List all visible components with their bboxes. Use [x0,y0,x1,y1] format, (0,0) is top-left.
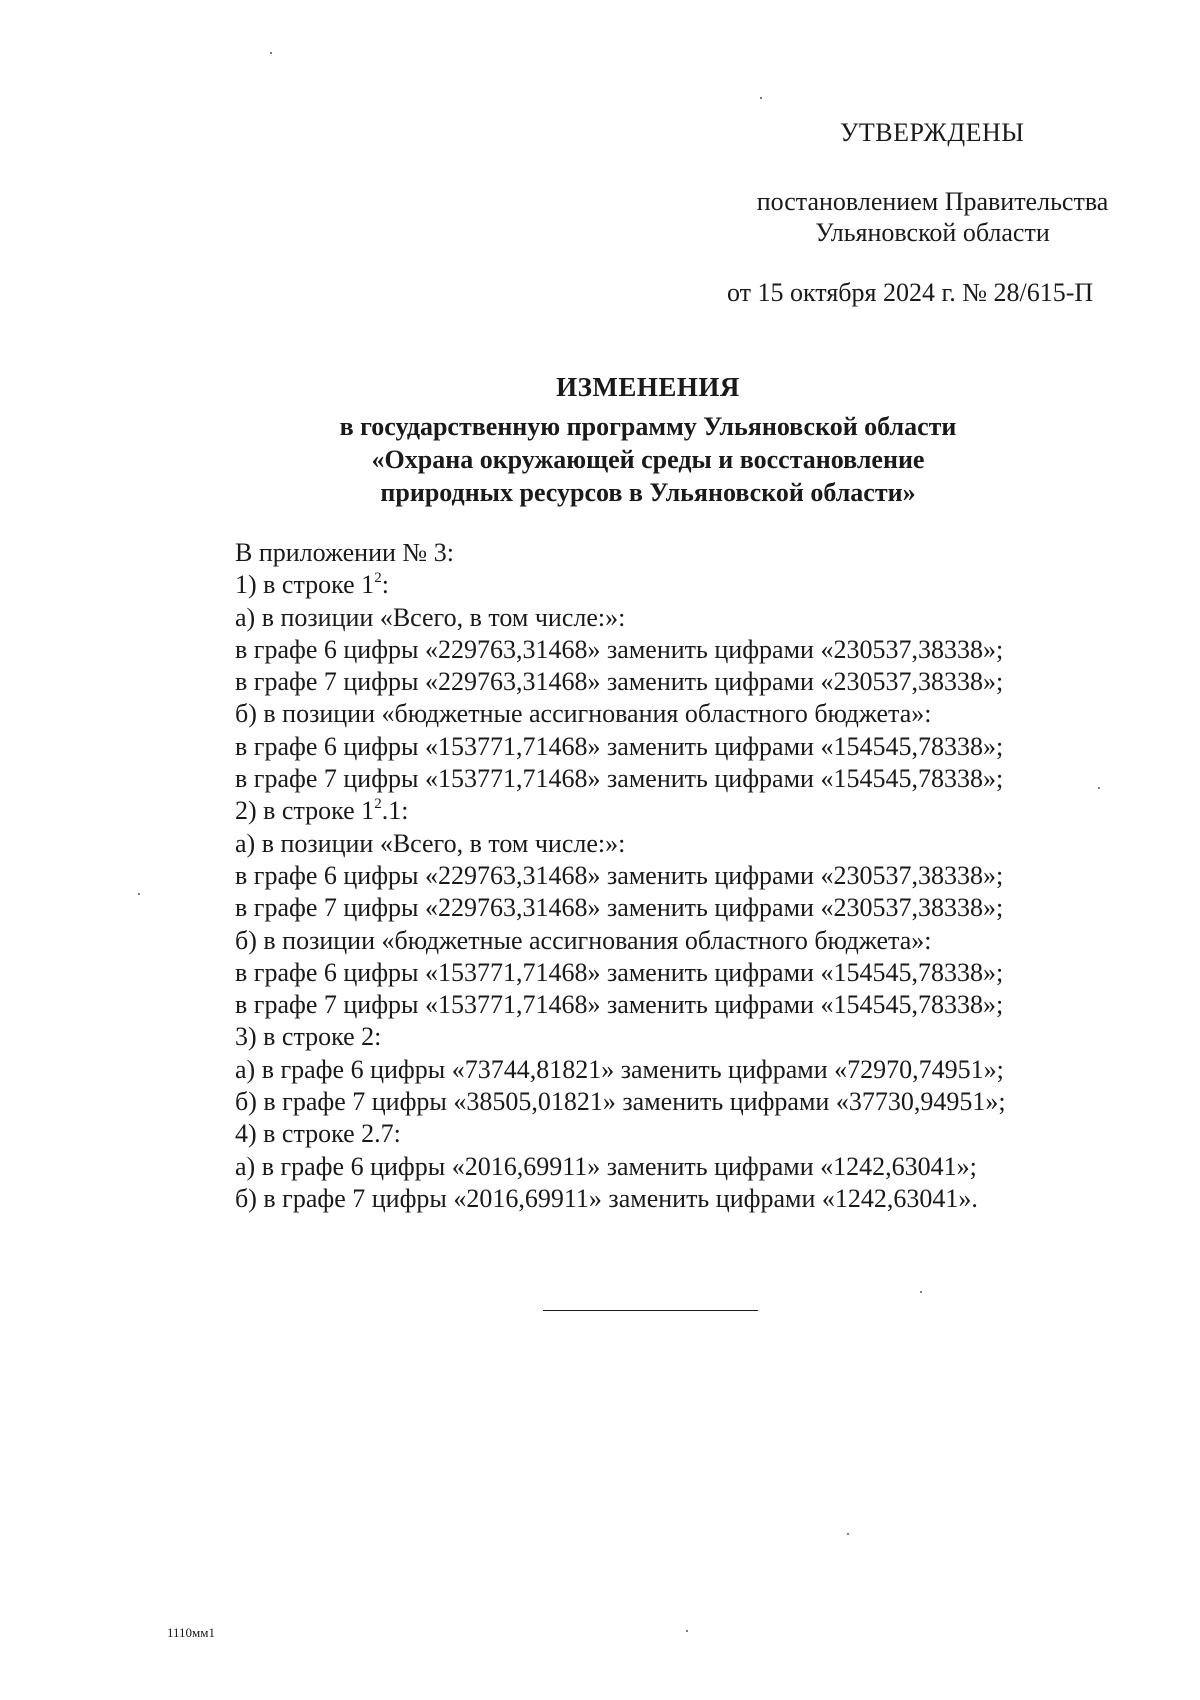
approval-authority [740,186,1125,248]
approval-authority-line-1: постановлением Правительства [756,187,1109,216]
body-line: а) в позиции «Всего, в том числе:»: [235,828,626,858]
body-line: б) в графе 7 цифры «38505,01821» заменить цифрами «37730,94951»; [235,1087,1006,1117]
body-line: б) в позиции «бюджетные ассигнования областного бюджета»: [235,925,932,955]
body-line: В приложении № 3: [235,538,454,567]
document-subtitle-line: «Охрана окружающей среды и восстановление [371,445,925,474]
body-line: а) в графе 6 цифры «2016,69911» заменить цифрами «1242,63041»; [235,1151,977,1181]
scan-speck [1098,787,1100,789]
body-line: 4) в строке 2.7: [235,1119,401,1149]
row-superscript: 2 [374,569,382,586]
scan-speck [760,97,762,99]
body-line: в графе 6 цифры «153771,71468» заменить цифрами «154545,78338»; [235,957,1004,987]
body-line-text: 1) в строке 1 [235,570,375,600]
body-line [235,569,1006,601]
document-title: ИЗМЕНЕНИЯ [556,372,740,402]
body-line: в графе 6 цифры «153771,71468» заменить цифрами «154545,78338»; [235,731,1004,761]
approval-authority-line-2: Ульяновской области [815,218,1050,247]
body-line: в графе 6 цифры «229763,31468» заменить цифрами «230537,38338»; [235,860,1004,890]
scan-speck [270,52,272,54]
body-line-text: : [381,570,389,600]
body-line-text: .1: [381,796,409,826]
body-line [235,795,1006,827]
scan-speck [920,1291,922,1293]
body-line: в графе 7 цифры «153771,71468» заменить цифрами «154545,78338»; [235,990,1004,1020]
body-line: в графе 7 цифры «229763,31468» заменить цифрами «230537,38338»; [235,893,1004,923]
body-line: в графе 7 цифры «153771,71468» заменить цифрами «154545,78338»; [235,764,1004,794]
document-subtitle [250,410,1046,509]
footer-code: 1110мм1 [167,1625,215,1640]
approval-date: от 15 октября 2024 г. № 28/615-П [727,278,1094,307]
scan-speck [847,1533,849,1535]
scan-speck [686,1630,688,1632]
scan-speck [138,893,140,895]
body-line-text: 2) в строке 1 [235,796,375,826]
body-line: 3) в строке 2: [235,1022,382,1052]
body-line: б) в позиции «бюджетные ассигнования областного бюджета»: [235,699,932,729]
body-line: б) в графе 7 цифры «2016,69911» заменить цифрами «1242,63041». [235,1183,978,1213]
document-body [235,537,1006,1215]
body-line: в графе 7 цифры «229763,31468» заменить цифрами «230537,38338»; [235,667,1004,697]
row-superscript: 2 [374,795,382,812]
document-subtitle-line: в государственную программу Ульяновской области [339,412,957,441]
approval-title: УТВЕРЖДЕНЫ [840,118,1025,147]
body-line: а) в графе 6 цифры «73744,81821» заменить цифрами «72970,74951»; [235,1054,1004,1084]
closing-divider [543,1310,758,1311]
document-subtitle-line: природных ресурсов в Ульяновской области» [380,478,916,507]
body-line: в графе 6 цифры «229763,31468» заменить цифрами «230537,38338»; [235,634,1004,664]
body-line: а) в позиции «Всего, в том числе:»: [235,602,626,632]
